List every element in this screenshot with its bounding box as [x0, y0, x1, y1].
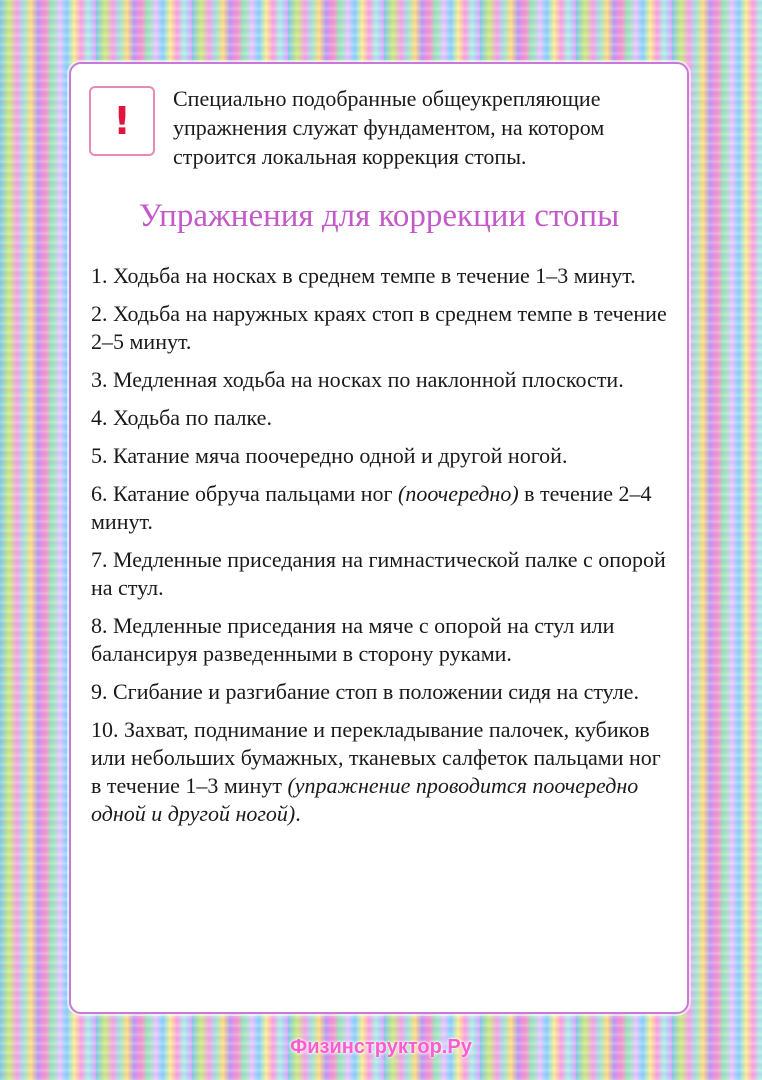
page-title: Упражнения для коррекции стопы: [138, 198, 620, 234]
list-item: 1. Ходьба на носках в среднем темпе в течение 1–3 минут.: [91, 263, 636, 288]
list-item: 2. Ходьба на наружных краях стоп в среднем темпе в течение 2–5 минут.: [91, 301, 667, 354]
list-item: 6. Катание обруча пальцами ног (поочередно) в течение 2–4 минут.: [91, 481, 652, 534]
list-item: 9. Сгибание и разгибание стоп в положении сидя на стуле.: [91, 679, 639, 704]
content-card: [69, 62, 689, 1014]
list-item: 7. Медленные приседания на гимнастической палке с опорой на стул.: [91, 547, 666, 600]
exercise-list: [91, 262, 671, 838]
list-item: 8. Медленные приседания на мяче с опорой на стул или балансируя разведенными в сторону руками.: [91, 613, 615, 666]
list-item: 4. Ходьба по палке.: [91, 405, 272, 430]
list-item: 3. Медленная ходьба на носках по наклонной плоскости.: [91, 367, 624, 392]
list-item: 10. Захват, поднимание и перекладывание палочек, кубиков или небольших бумажных, тканевых салфеток пальцами ног в течение 1–3 минут (упражнение проводится поочередно одной и другой ногой).: [91, 717, 661, 826]
list-item: 5. Катание мяча поочередно одной и другой ногой.: [91, 443, 568, 468]
site-watermark: Физинструктор.Ру: [290, 1036, 472, 1058]
exclamation-symbol: !: [113, 99, 131, 143]
intro-text: Специально подобранные общеукрепляющие упражнения служат фундаментом, на котором строится локальная коррекция стопы.: [173, 86, 605, 169]
exclamation-icon: [89, 86, 155, 156]
